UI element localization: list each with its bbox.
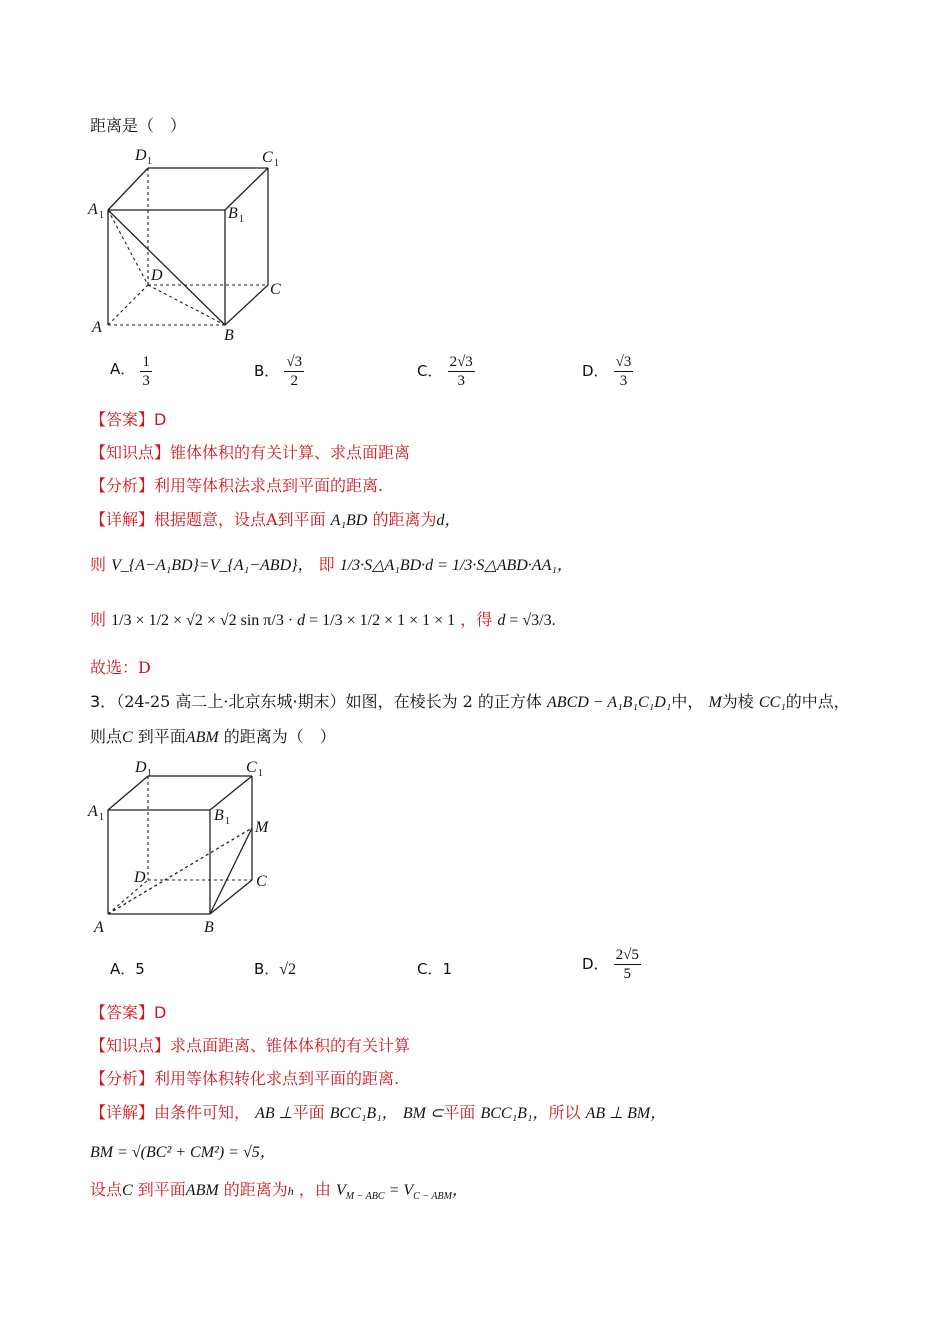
label-C: C [270, 281, 281, 298]
label-D1-2: D [135, 759, 147, 776]
q3-bm-line: BM = √(BC² + CM²) = √5， [90, 1144, 276, 1161]
label-M: M [255, 819, 269, 836]
q2-volume-equation: 则 V_{A−A₁BD}=V_{A₁−ABD}， 即 1/3·S△A₁BD·d = 1/3·S△ABD·AA₁， [90, 555, 573, 574]
q2-option-c[interactable]: C． $\frac{2√3}{3}$ [417, 354, 473, 389]
label-C1-2: C [246, 759, 257, 776]
label-A: A [92, 319, 102, 336]
svg-text:1: 1 [147, 768, 152, 779]
q3-knowledge-point: 【知识点】求点面距离、锥体体积的有关计算 [90, 1036, 411, 1055]
label-A-2: A [94, 919, 104, 936]
label-D-2: D [134, 869, 146, 886]
q3-analysis: 【分析】利用等体积转化求点到平面的距离. [90, 1069, 400, 1088]
svg-text:1: 1 [225, 816, 230, 827]
label-D1: D [135, 147, 147, 164]
q3-stem-line1: 3．（24-25 高二上·北京东城·期末）如图，在棱长为 2 的正方体 ABCD − A₁B₁C₁D₁中， M为棱 CC₁的中点， [90, 692, 850, 711]
svg-text:1: 1 [239, 214, 244, 225]
q3-answer: 【答案】D [90, 1003, 167, 1022]
label-B1-2: B [214, 807, 224, 824]
label-D: D [151, 267, 163, 284]
svg-text:1: 1 [274, 158, 279, 169]
label-A1: A [88, 201, 98, 218]
label-B: B [224, 327, 234, 344]
q2-conclusion: 故选：D [90, 658, 151, 677]
q2-option-a[interactable]: A． $\frac{1}{3}$ [110, 354, 150, 389]
q2-knowledge-point: 【知识点】锥体体积的有关计算、求点面距离 [90, 443, 411, 462]
q3-last-line: 设点C 到平面ABM 的距离为h ，由 $V_{M - ABC} = V_{C - ABM}$， [90, 1180, 468, 1203]
svg-text:1: 1 [99, 812, 104, 823]
q2-option-d[interactable]: D． $\frac{√3}{3}$ [582, 354, 632, 389]
q2-answer: 【答案】D [90, 410, 167, 429]
q2-option-b[interactable]: B． $\frac{√3}{2}$ [254, 354, 303, 389]
q3-options [110, 946, 670, 992]
svg-text:1: 1 [99, 210, 104, 221]
q2-compute-line: 则 1/3 × 1/2 × √2 × √2 sin π/3 · d = 1/3 × 1/2 × 1 × 1 × 1 ，得 d = √3/3. [90, 610, 556, 629]
q3-cube-figure [80, 752, 300, 942]
q3-option-d[interactable]: D． $\frac{2√5}{5}$ [582, 947, 639, 982]
q2-detail: 【详解】根据题意，设点A到平面 A₁BD 的距离为d， [90, 510, 461, 529]
q2-analysis: 【分析】利用等体积法求点到平面的距离. [90, 476, 384, 495]
svg-text:1: 1 [147, 156, 152, 167]
label-C1: C [262, 149, 273, 166]
q3-option-b[interactable]: B．√2 [254, 960, 297, 978]
q3-option-a[interactable]: A．5 [110, 960, 145, 978]
q2-stem-tail: 距离是（ ） [90, 116, 187, 135]
q2-options [110, 353, 670, 399]
q3-detail: 【详解】由条件可知， AB ⊥平面 BCC₁B₁， BM ⊂平面 BCC₁B₁，所以 AB ⊥ BM， [90, 1103, 667, 1122]
label-B1: B [228, 205, 238, 222]
label-A1-2: A [88, 803, 98, 820]
label-C-2: C [256, 873, 267, 890]
q3-stem-line2: 则点C 到平面ABM 的距离为（ ） [90, 727, 336, 746]
label-B-2: B [204, 919, 214, 936]
svg-text:1: 1 [258, 768, 263, 779]
q3-option-c[interactable]: C．1 [417, 960, 453, 978]
q2-cube-figure [80, 140, 300, 345]
